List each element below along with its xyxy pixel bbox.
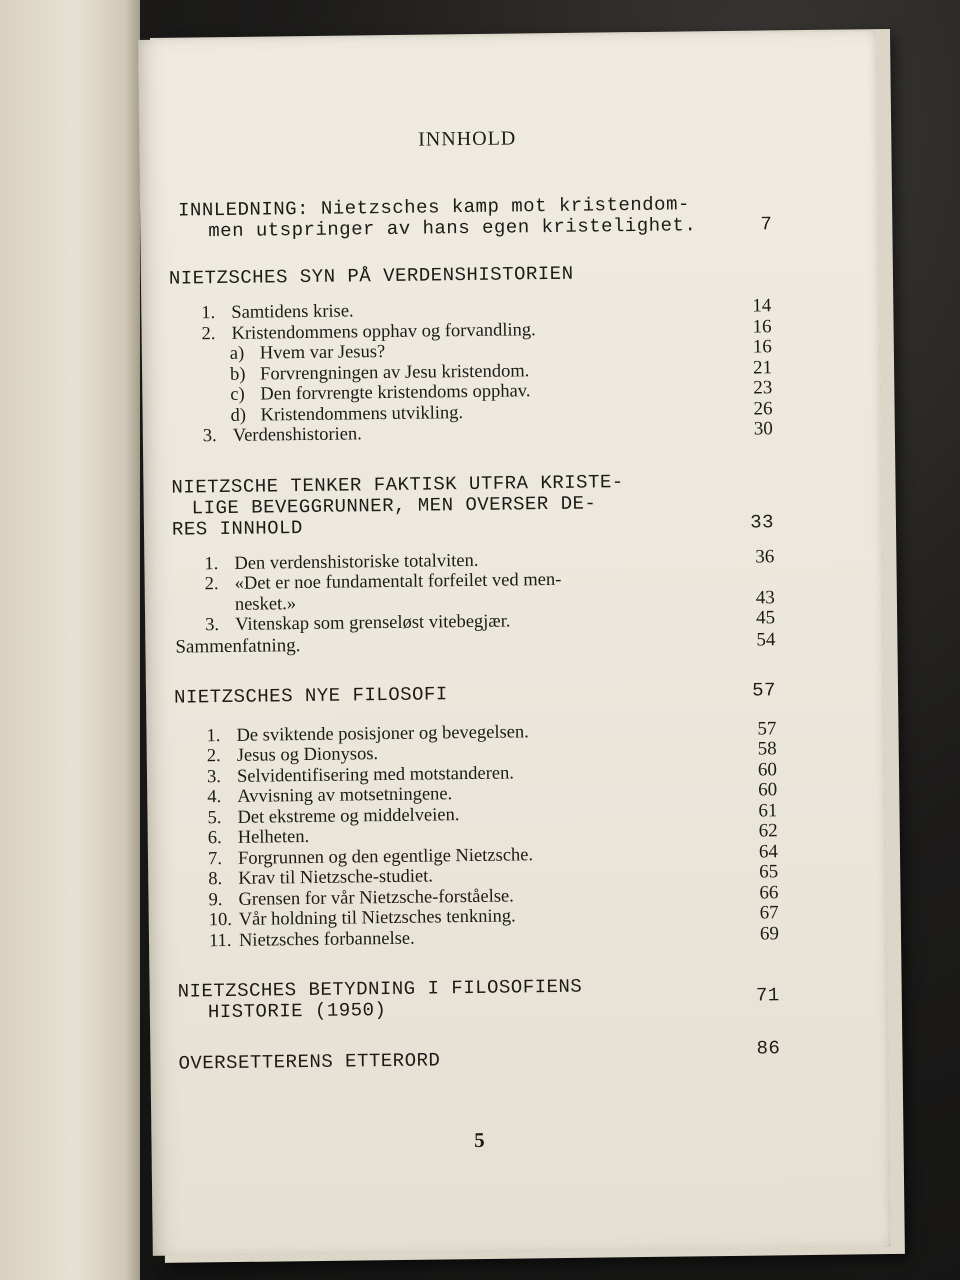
section-title <box>178 1037 781 1075</box>
item-number: 9. <box>208 889 223 910</box>
toc-page-number: 86 <box>756 1037 781 1060</box>
toc-page-number: 58 <box>757 738 777 760</box>
section-title-text: OVERSETTERENS ETTERORD <box>178 1049 441 1075</box>
item-number: d) <box>230 405 247 426</box>
section-title-line1: NIETZSCHES BETYDNING I FILOSOFIENS <box>177 975 583 1003</box>
toc-page-number: 66 <box>759 881 779 903</box>
item-number: 3. <box>205 615 220 636</box>
toc-page-number: 57 <box>757 717 777 739</box>
toc-intro-line1: INNLEDNING: Nietzsches kamp mot kristendom- <box>177 193 690 222</box>
toc-page-number: 16 <box>752 336 772 358</box>
item-number: 3. <box>206 766 222 787</box>
section-title-text: NIETZSCHES NYE FILOSOFI <box>173 682 448 709</box>
item-number: 7. <box>207 848 223 869</box>
toc-page-number: 16 <box>752 315 772 338</box>
toc-page-number: 54 <box>756 628 776 650</box>
toc-intro <box>168 193 773 243</box>
item-number: 2. <box>204 574 219 595</box>
item-text: Samtidens krise. <box>231 301 354 323</box>
item-text: «Det er noe fundamentalt forfeilet ved men- <box>234 569 562 594</box>
item-number: b) <box>229 364 246 385</box>
item-text: Kristendommens utvikling. <box>260 402 464 426</box>
item-number: 1. <box>204 553 219 574</box>
item-text: Vår holdning til Nietzsches tenkning. <box>238 906 516 930</box>
toc-page-number: 67 <box>759 902 779 924</box>
item-text: De sviktende posisjoner og bevegelsen. <box>236 721 529 746</box>
item-text: Den verdenshistoriske totalviten. <box>234 550 479 574</box>
item-text: Hvem var Jesus? <box>259 342 386 364</box>
toc-page-number: 33 <box>749 510 775 534</box>
item-text: Vitenskap som grenseløst vitebegjær. <box>235 611 511 635</box>
toc-intro-line2: men utspringer av hans egen kristelighet. <box>208 214 697 243</box>
toc-page-number: 36 <box>755 545 775 567</box>
item-text: Helheten. <box>237 826 310 848</box>
toc-item <box>173 567 773 615</box>
toc-page-number: 69 <box>759 922 780 944</box>
item-number: 2. <box>201 323 216 344</box>
item-number: 10. <box>208 909 233 931</box>
item-text: Den forvrengte kristendoms opphav. <box>260 381 531 405</box>
section-title-line1: NIETZSCHE TENKER FAKTISK UTFRA KRISTE- <box>171 470 624 499</box>
item-text-continued: nesket.» <box>234 593 297 615</box>
page-folio: 5 <box>474 1127 485 1152</box>
item-number: c) <box>230 384 245 405</box>
section-title-line2: LIGE BEVEGGRUNNER, MEN OVERSER DE- <box>191 491 597 519</box>
table-of-contents <box>167 124 781 1152</box>
toc-page-number: 14 <box>752 295 772 317</box>
item-number: 1. <box>201 303 216 324</box>
toc-page-number: 71 <box>755 984 780 1007</box>
item-text: Krav til Nietzsche-studiet. <box>238 866 434 889</box>
book-page <box>138 31 891 1256</box>
item-text: Selvidentifisering med motstanderen. <box>236 762 515 787</box>
item-number: 3. <box>202 426 217 447</box>
item-text: Jesus og Dionysos. <box>236 744 379 766</box>
item-text: Sammenfatning. <box>175 634 301 658</box>
item-number: a) <box>229 343 245 364</box>
item-number: 1. <box>206 725 221 746</box>
toc-page-number: 60 <box>758 779 778 801</box>
item-text: Det ekstreme og middelveien. <box>237 804 460 828</box>
section-title-line3: RES INNHOLD <box>171 516 304 541</box>
section-title <box>178 974 778 1023</box>
item-text: Verdenshistorien. <box>232 424 362 446</box>
toc-page-number: 61 <box>758 799 778 821</box>
toc-page-number: 43 <box>755 586 775 608</box>
toc-page-number: 26 <box>753 397 773 420</box>
toc-heading: INNHOLD <box>418 127 517 151</box>
item-number: 2. <box>206 746 221 767</box>
item-number: 6. <box>207 828 222 849</box>
item-text: Forgrunnen og den egentlige Nietzsche. <box>237 844 534 869</box>
left-book-page <box>0 0 140 1280</box>
item-number: 11. <box>208 930 232 951</box>
toc-page-number: 23 <box>753 377 773 399</box>
toc-page-number: 57 <box>752 678 777 702</box>
toc-page-number: 65 <box>759 861 779 883</box>
toc-page-number: 60 <box>757 758 778 780</box>
item-number: 5. <box>207 807 222 828</box>
toc-page-number: 45 <box>755 607 776 629</box>
toc-page-number: 30 <box>753 418 773 440</box>
toc-page-number: 7 <box>760 213 773 236</box>
item-number: 4. <box>207 787 222 808</box>
item-text: Forvrengningen av Jesu kristendom. <box>259 360 530 385</box>
item-number: 8. <box>208 869 223 890</box>
toc-page-number: 62 <box>758 820 778 842</box>
item-text: Nietzsches forbannelse. <box>238 928 415 951</box>
item-text: Grensen for vår Nietzsche-forståelse. <box>238 885 514 910</box>
section-title <box>171 470 775 541</box>
section-title-line2: HISTORIE (1950) <box>207 999 387 1024</box>
toc-page-number: 64 <box>758 840 779 862</box>
item-text: Kristendommens opphav og forvandling. <box>231 319 536 344</box>
section-title-text: NIETZSCHES SYN PÅ VERDENSHISTORIEN <box>168 262 574 290</box>
toc-page-number: 21 <box>752 356 773 379</box>
item-text: Avvisning av motsetningene. <box>237 784 453 807</box>
